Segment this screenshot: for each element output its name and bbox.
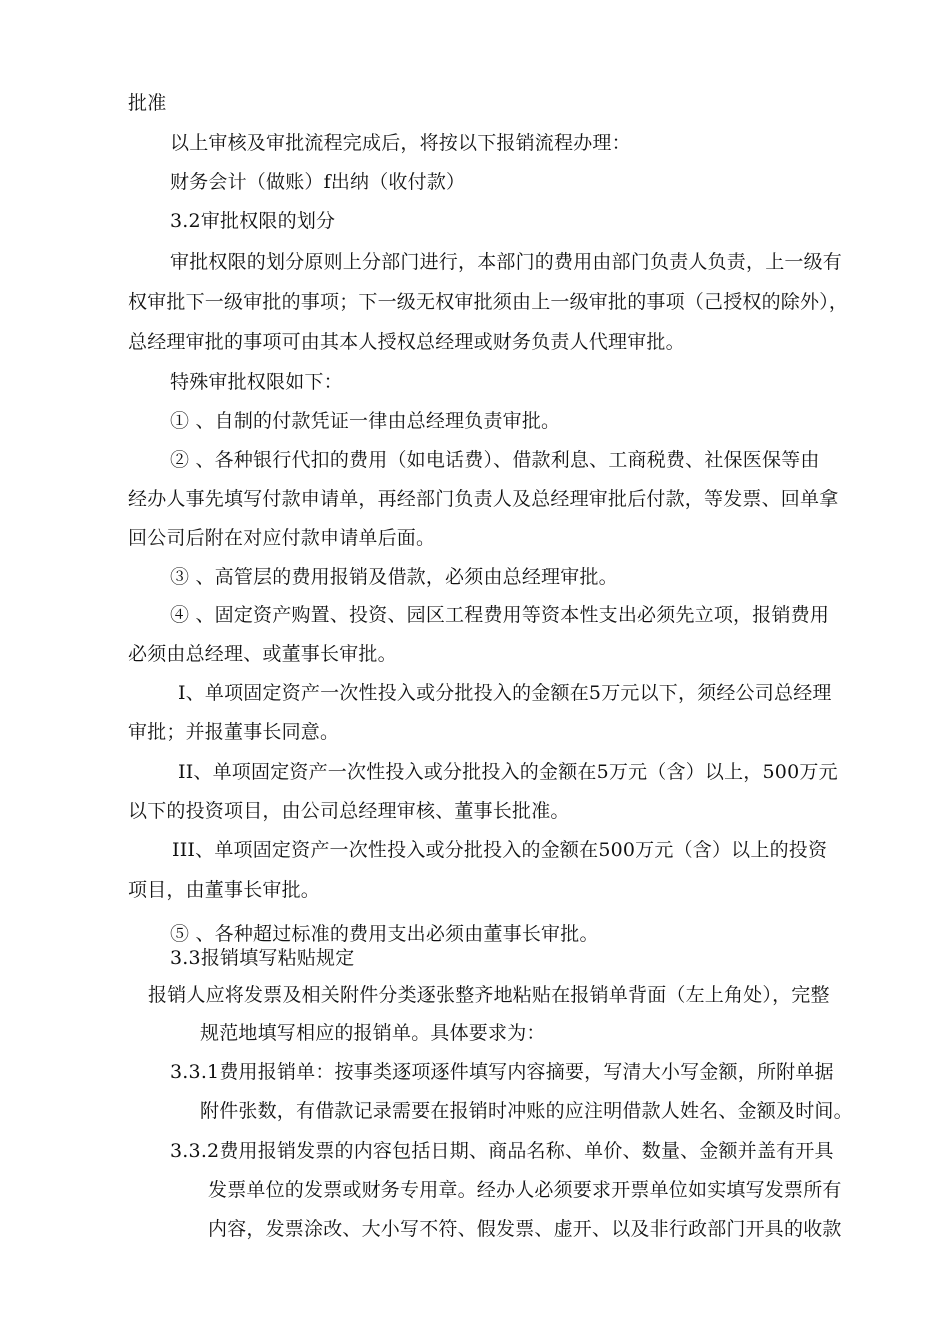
section-heading: 3.2审批权限的划分 [170, 210, 336, 232]
text-line: 审批权限的划分原则上分部门进行，本部门的费用由部门负责人负责，上一级有 [170, 251, 843, 273]
text-line: 发票单位的发票或财务专用章。经办人必须要求开票单位如实填写发票所有 [208, 1179, 842, 1201]
list-item: II、单项固定资产一次性投入或分批投入的金额在5万元（含）以上，500万元 [178, 761, 838, 783]
list-item: 3.3.1费用报销单：按事类逐项逐件填写内容摘要，写清大小写金额，所附单据 [170, 1061, 834, 1083]
list-item: III、单项固定资产一次性投入或分批投入的金额在500万元（含）以上的投资 [172, 839, 828, 861]
section-heading: 3.3报销填写粘贴规定 [170, 947, 355, 969]
list-item: ① 、自制的付款凭证一律由总经理负责审批。 [170, 410, 561, 432]
list-item: ② 、各种银行代扣的费用（如电话费）、借款利息、工商税费、社保医保等由 [170, 449, 820, 471]
text-line: 特殊审批权限如下： [170, 371, 343, 393]
text-line: 以下的投资项目，由公司总经理审核、董事长批准。 [128, 800, 570, 822]
text-line: 总经理审批的事项可由其本人授权总经理或财务负责人代理审批。 [128, 331, 685, 353]
text-line: 项目，由董事长审批。 [128, 879, 321, 901]
list-item: I、单项固定资产一次性投入或分批投入的金额在5万元以下，须经公司总经理 [178, 682, 832, 704]
text-line: 批准 [128, 92, 167, 114]
text-line: 必须由总经理、或董事长审批。 [128, 643, 397, 665]
text-line: 以上审核及审批流程完成后，将按以下报销流程办理： [170, 132, 631, 154]
list-item: ③ 、高管层的费用报销及借款，必须由总经理审批。 [170, 566, 618, 588]
text-line: 权审批下一级审批的事项；下一级无权审批须由上一级审批的事项（己授权的除外）， [128, 291, 849, 313]
text-line: 规范地填写相应的报销单。具体要求为： [200, 1022, 546, 1044]
list-item: ⑤ 、各种超过标准的费用支出必须由董事长审批。 [170, 923, 599, 945]
text-line: 审批；并报董事长同意。 [128, 721, 340, 743]
text-line: 经办人事先填写付款申请单，再经部门负责人及总经理审批后付款，等发票、回单拿 [128, 488, 839, 510]
text-line: 附件张数，有借款记录需要在报销时冲账的应注明借款人姓名、金额及时间。 [200, 1100, 853, 1122]
text-line: 财务会计（做账）f出纳（收付款） [170, 171, 466, 193]
text-line: 报销人应将发票及相关附件分类逐张整齐地粘贴在报销单背面（左上角处），完整 [148, 984, 830, 1006]
list-item: ④ 、固定资产购置、投资、园区工程费用等资本性支出必须先立项，报销费用 [170, 604, 830, 626]
text-line: 回公司后附在对应付款申请单后面。 [128, 527, 436, 549]
text-line: 内容，发票涂改、大小写不符、假发票、虚开、以及非行政部门开具的收款 [208, 1218, 842, 1240]
list-item: 3.3.2费用报销发票的内容包括日期、商品名称、单价、数量、金额并盖有开具 [170, 1140, 834, 1162]
